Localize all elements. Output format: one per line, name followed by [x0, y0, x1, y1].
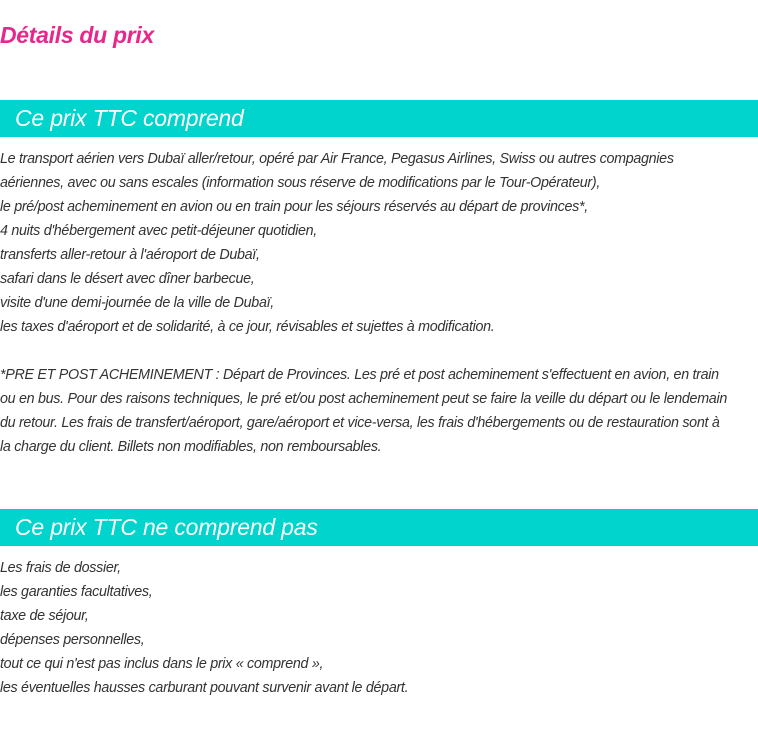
includes-heading: Ce prix TTC comprend — [15, 105, 244, 131]
excludes-line: Les frais de dossier, — [0, 560, 121, 576]
excludes-line: taxe de séjour, — [0, 608, 89, 624]
includes-section-header — [0, 100, 758, 137]
excludes-list — [0, 556, 758, 700]
excludes-line: les éventuelles hausses carburant pouvant survenir avant le départ. — [0, 680, 409, 696]
excludes-line: tout ce qui n'est pas inclus dans le prix « comprend », — [0, 656, 324, 672]
transport-note — [0, 363, 758, 459]
includes-line: aériennes, avec ou sans escales (information sous réserve de modifications par le Tour-Opérateur), — [0, 175, 600, 191]
includes-line: le pré/post acheminement en avion ou en train pour les séjours réservés au départ de provinces*, — [0, 199, 588, 215]
includes-line: safari dans le désert avec dîner barbecue, — [0, 271, 255, 287]
excludes-section-header — [0, 509, 758, 546]
includes-line: Le transport aérien vers Dubaï aller/retour, opéré par Air France, Pegasus Airlines, Swiss ou autres compagnies — [0, 151, 674, 167]
includes-list — [0, 147, 758, 339]
includes-line: les taxes d'aéroport et de solidarité, à ce jour, révisables et sujettes à modification. — [0, 319, 495, 335]
includes-line: 4 nuits d'hébergement avec petit-déjeuner quotidien, — [0, 223, 317, 239]
note-line: *PRE ET POST ACHEMINEMENT : Départ de Provinces. Les pré et post acheminement s'effectuent en avion, en train — [0, 367, 719, 383]
note-line: la charge du client. Billets non modifiables, non remboursables. — [0, 439, 382, 455]
includes-line: transferts aller-retour à l'aéroport de Dubaï, — [0, 247, 260, 263]
page-title: Détails du prix — [0, 22, 154, 48]
note-line: ou en bus. Pour des raisons techniques, le pré et/ou post acheminement peut se faire la veille du départ ou le lendemain — [0, 391, 727, 407]
excludes-line: dépenses personnelles, — [0, 632, 145, 648]
includes-line: visite d'une demi-journée de la ville de Dubaï, — [0, 295, 274, 311]
excludes-line: les garanties facultatives, — [0, 584, 153, 600]
note-line: du retour. Les frais de transfert/aéroport, gare/aéroport et vice-versa, les frais d'hébergements ou de restauration sont à — [0, 415, 720, 431]
excludes-heading: Ce prix TTC ne comprend pas — [15, 514, 318, 540]
